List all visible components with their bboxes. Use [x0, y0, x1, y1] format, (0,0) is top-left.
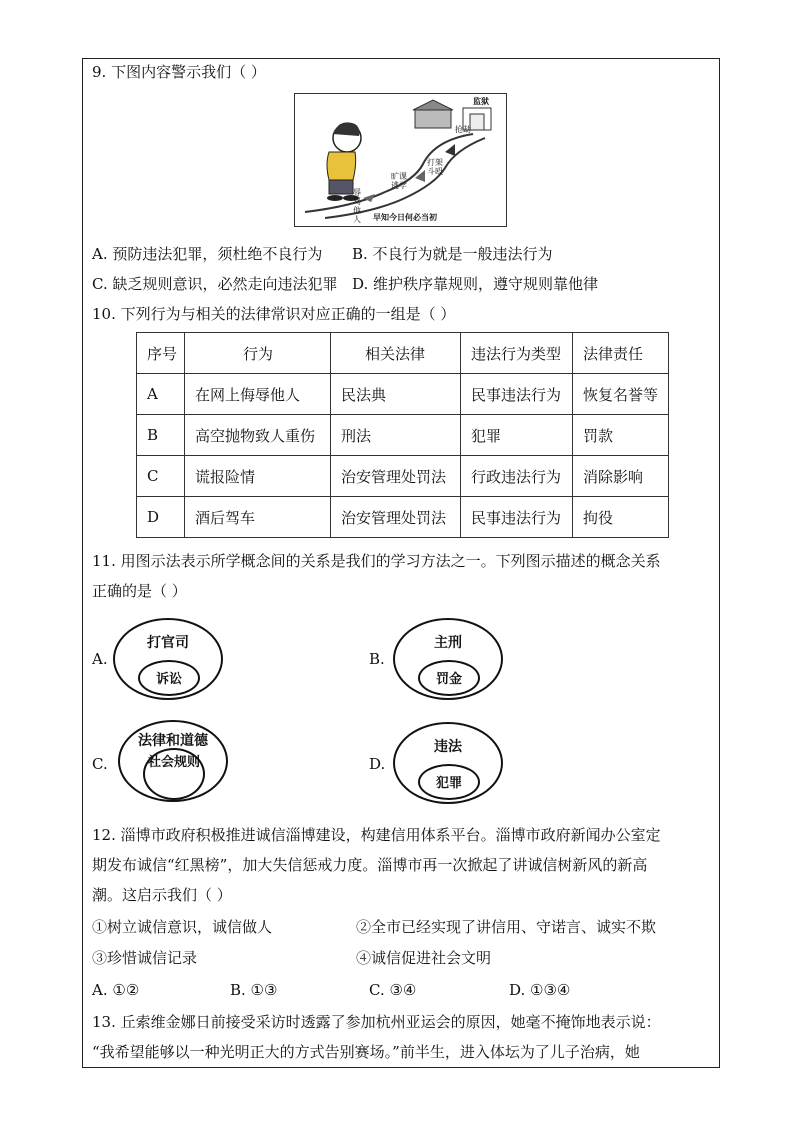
q9-step-1: 辱骂他人 [353, 188, 361, 224]
q13-line1: 13. 丘索维金娜日前接受采访时透露了参加杭州亚运会的原因，她毫不掩饰地表示说： [92, 1013, 661, 1031]
venn-outer-label: 主刑 [434, 635, 462, 651]
q11-stem-line1: 11. 用图示法表示所学概念间的关系是我们的学习方法之一。下列图示描述的概念关系 [92, 552, 661, 570]
table-header-cell: 法律责任 [573, 333, 669, 374]
venn-inner-label: 社会规则 [147, 755, 200, 770]
q12-item-4: ④诚信促进社会文明 [356, 949, 492, 967]
table-header-cell: 行为 [185, 333, 331, 374]
q11-venn-c [118, 720, 228, 802]
table-row [137, 374, 669, 415]
table-header-cell: 序号 [137, 333, 185, 374]
q11-option-a-letter: A. [92, 650, 108, 668]
q12-choice-a: A. ①② [92, 981, 140, 999]
table-header-cell: 相关法律 [331, 333, 461, 374]
table-cell: 犯罪 [461, 415, 573, 456]
table-row [137, 456, 669, 497]
q10-table [136, 332, 669, 538]
table-cell: 消除影响 [573, 456, 669, 497]
q9-cartoon-drawing [295, 94, 506, 226]
table-cell: C [137, 456, 185, 497]
q12-item-1: ①树立诚信意识，诚信做人 [92, 918, 273, 936]
table-cell: 在网上侮辱他人 [185, 374, 331, 415]
q12-choice-d: D. ①③④ [509, 981, 571, 999]
q11-venn-a [113, 618, 223, 700]
q12-line1: 12. 淄博市政府积极推进诚信淄博建设，构建信用体系平台。淄博市政府新闻办公室定 [92, 826, 661, 844]
q11-venn-b [393, 618, 503, 700]
venn-inner-label: 罚金 [435, 672, 462, 687]
venn-outer-label: 法律和道德 [138, 733, 208, 749]
q11-stem-line2: 正确的是（ ） [92, 582, 187, 600]
q9-caption: 早知今日何必当初 [373, 213, 437, 222]
table-cell: 行政违法行为 [461, 456, 573, 497]
q9-cartoon [294, 93, 507, 227]
q9-option-a: A. 预防违法犯罪，须杜绝不良行为 [92, 245, 323, 263]
table-cell: 酒后驾车 [185, 497, 331, 538]
q11-option-b-letter: B. [369, 650, 385, 668]
q9-prison-label: 监狱 [473, 97, 489, 106]
q12-choice-b: B. ①③ [230, 981, 278, 999]
q9-option-d: D. 维护秩序靠规则，遵守规则靠他律 [352, 275, 599, 293]
q13-line2: “我希望能够以一种光明正大的方式告别赛场。”前半生，进入体坛为了儿子治病，她 [92, 1043, 640, 1061]
q9-step-3: 打架斗殴 [427, 158, 443, 176]
table-row [137, 415, 669, 456]
table-cell: 罚款 [573, 415, 669, 456]
q9-stem: 9. 下图内容警示我们（ ） [92, 63, 266, 81]
table-cell: A [137, 374, 185, 415]
q10-stem: 10. 下列行为与相关的法律常识对应正确的一组是（ ） [92, 305, 456, 323]
table-cell: 恢复名誉等 [573, 374, 669, 415]
table-cell: 拘役 [573, 497, 669, 538]
table-cell: 谎报险情 [185, 456, 331, 497]
q12-item-2: ②全市已经实现了讲信用、守诺言、诚实不欺 [356, 918, 657, 936]
venn-outer-label: 违法 [434, 739, 462, 755]
table-cell: 刑法 [331, 415, 461, 456]
q9-option-c: C. 缺乏规则意识，必然走向违法犯罪 [92, 275, 338, 293]
table-row [137, 497, 669, 538]
q12-choice-c: C. ③④ [369, 981, 417, 999]
table-cell: 民事违法行为 [461, 497, 573, 538]
table-cell: B [137, 415, 185, 456]
q11-venn-d [393, 722, 503, 804]
q9-step-4: 抢劫 [455, 125, 471, 134]
table-cell: 高空抛物致人重伤 [185, 415, 331, 456]
table-header-cell: 违法行为类型 [461, 333, 573, 374]
table-cell: 治安管理处罚法 [331, 456, 461, 497]
q12-line2: 期发布诚信“红黑榜”，加大失信惩戒力度。淄博市再一次掀起了讲诚信树新风的新高 [92, 856, 648, 874]
table-cell: 治安管理处罚法 [331, 497, 461, 538]
table-cell: 民法典 [331, 374, 461, 415]
venn-inner-label: 犯罪 [435, 776, 462, 791]
q11-option-d-letter: D. [369, 755, 386, 773]
q9-option-b: B. 不良行为就是一般违法行为 [352, 245, 553, 263]
venn-inner-label: 诉讼 [155, 672, 182, 687]
q9-step-2: 旷课逃学 [391, 172, 407, 190]
q12-item-3: ③珍惜诚信记录 [92, 949, 198, 967]
table-cell: 民事违法行为 [461, 374, 573, 415]
q11-option-c-letter: C. [92, 755, 108, 773]
table-cell: D [137, 497, 185, 538]
venn-outer-label: 打官司 [147, 635, 189, 651]
table-header-row [137, 333, 669, 374]
q12-line3: 潮。这启示我们（ ） [92, 886, 232, 904]
